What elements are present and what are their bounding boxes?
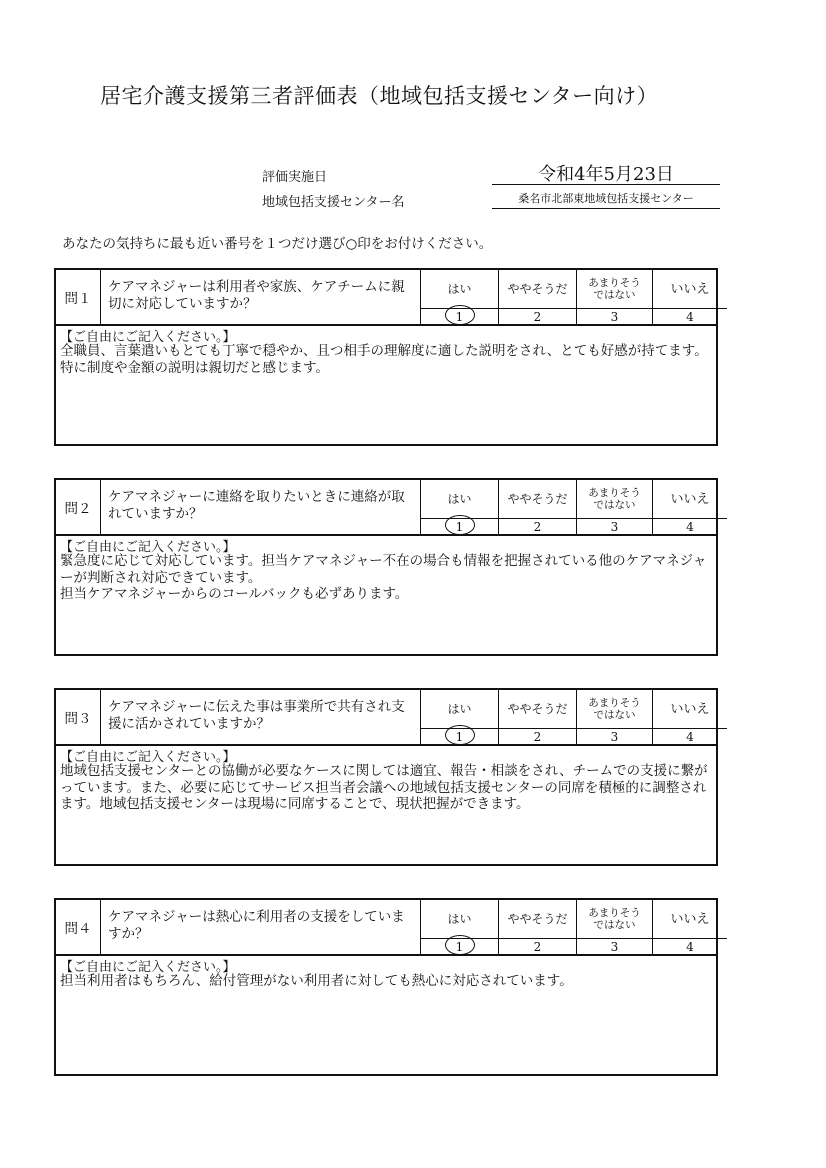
option-label[interactable]: はい [421,690,499,728]
option-number[interactable]: 2 [499,308,577,324]
option-number[interactable]: 3 [577,938,653,954]
option-number[interactable]: 4 [653,938,727,954]
answer-options [420,900,716,954]
free-comment-label: 【ご自由にご記入ください。】 [60,330,236,345]
question-header [56,900,716,956]
option-label[interactable]: はい [421,480,499,518]
date-label: 評価実施日 [262,170,328,185]
center-label: 地域包括支援センター名 [262,195,405,210]
option-label[interactable]: ややそうだ [499,690,577,728]
answer-options [420,690,716,744]
question-text: ケアマネジャーに伝えた事は事業所で共有され支援に活かされていますか？ [108,699,405,732]
free-comment-label: 【ご自由にご記入ください。】 [60,750,236,765]
option-label[interactable]: ややそうだ [499,480,577,518]
option-number[interactable]: 2 [499,938,577,954]
selected-circle-mark [445,305,475,325]
option-number[interactable]: 1 [421,938,499,954]
date-value: 令和4年5月23日 [492,160,720,185]
question-header [56,480,716,536]
free-comment-text: 全職員、言葉遣いもとても丁寧で穏やか、且つ相手の理解度に適した説明をされ、とても好感が持てます。特に制度や金額の説明は親切だと感じます。 [60,343,708,376]
option-label[interactable]: あまりそう ではない [577,690,653,728]
option-number[interactable]: 4 [653,728,727,744]
question-text: ケアマネジャーは熱心に利用者の支援をしていますか？ [108,909,405,942]
center-value: 桑名市北部東地域包括支援センター [492,190,720,209]
free-comment-label: 【ご自由にご記入ください。】 [60,540,236,555]
option-number[interactable]: 4 [653,308,727,324]
question-text: ケアマネジャーは利用者や家族、ケアチームに親切に対応していますか？ [108,279,405,312]
question-number: 問４ [56,900,101,954]
option-number[interactable]: 3 [577,308,653,324]
free-comment-text: 緊急度に応じて対応しています。担当ケアマネジャー不在の場合も情報を把握されている他のケアマネジャーが判断され対応できています。 担当ケアマネジャーからのコールバックも必ずあります。 [60,553,707,602]
option-number[interactable]: 1 [421,308,499,324]
question-box [54,898,718,1076]
question-text: ケアマネジャーに連絡を取りたいときに連絡が取れていますか？ [108,489,405,522]
free-comment-label: 【ご自由にご記入ください。】 [60,960,236,975]
option-label[interactable]: ややそうだ [499,900,577,938]
option-label[interactable]: あまりそう ではない [577,900,653,938]
selected-circle-mark [445,725,475,745]
option-label[interactable]: はい [421,270,499,308]
answer-options [420,480,716,534]
option-number[interactable]: 1 [421,728,499,744]
question-header [56,690,716,746]
option-label[interactable]: いいえ [670,281,710,297]
question-number: 問２ [56,480,101,534]
option-number[interactable]: 4 [653,518,727,534]
option-label[interactable]: あまりそう ではない [577,270,653,308]
option-number[interactable]: 3 [577,518,653,534]
question-number: 問３ [56,690,101,744]
selected-circle-mark [445,935,475,955]
option-number[interactable]: 3 [577,728,653,744]
option-number[interactable]: 2 [499,518,577,534]
option-number[interactable]: 1 [421,518,499,534]
selected-circle-mark [445,515,475,535]
question-number: 問１ [56,270,101,324]
page-title: 居宅介護支援第三者評価表（地域包括支援センター向け） [100,84,659,108]
instruction: あなたの気持ちに最も近い番号を１つだけ選び○印をお付けください。 [62,236,493,252]
question-box [54,688,718,866]
option-label[interactable]: いいえ [670,911,710,927]
free-comment-text: 地域包括支援センターとの協働が必要なケースに関しては適宜、報告・相談をされ、チームでの支援に繋がっています。また、必要に応じてサービス担当者会議への地域包括支援センターの同席を積極的に調整されます。地域包括支援センターは現場に同席することで、現状把握ができます。 [60,763,708,812]
option-label[interactable]: いいえ [670,491,710,507]
question-header [56,270,716,326]
answer-options [420,270,716,324]
question-box [54,268,718,446]
option-label[interactable]: あまりそう ではない [577,480,653,518]
question-box [54,478,718,656]
free-comment-text: 担当利用者はもちろん、給付管理がない利用者に対しても熱心に対応されています。 [60,973,573,989]
option-label[interactable]: ややそうだ [499,270,577,308]
option-label[interactable]: はい [421,900,499,938]
option-label[interactable]: いいえ [670,701,710,717]
option-number[interactable]: 2 [499,728,577,744]
